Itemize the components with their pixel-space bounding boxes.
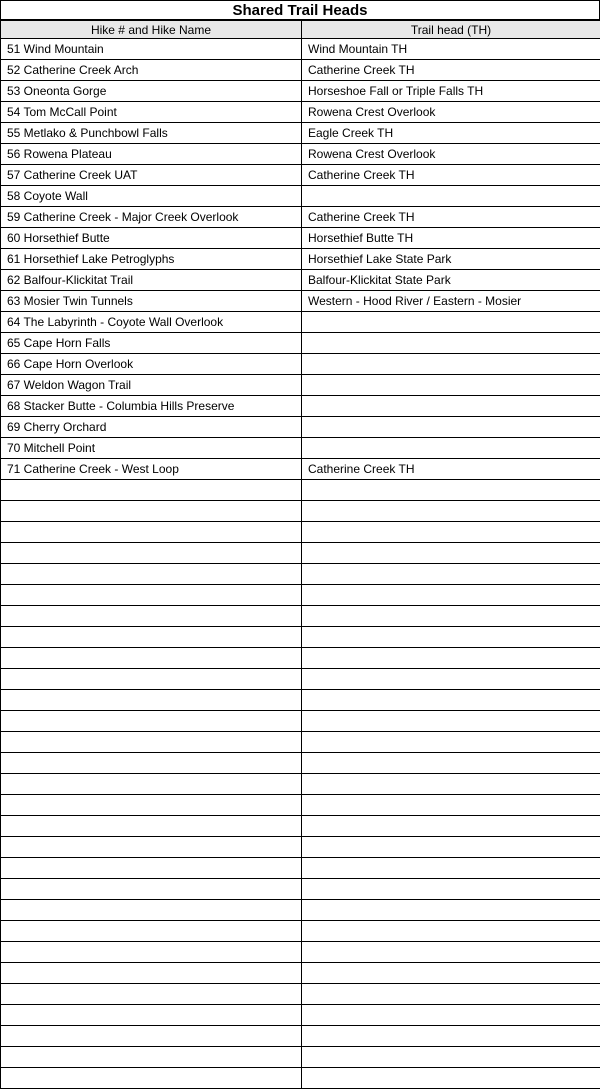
empty-table-row [1, 921, 600, 942]
table-row [1, 417, 600, 438]
empty-table-row [1, 774, 600, 795]
trailhead-cell[interactable]: Horsethief Lake State Park [302, 249, 600, 270]
hike-cell[interactable] [1, 669, 302, 690]
empty-table-row [1, 480, 600, 501]
hike-cell[interactable]: 71 Catherine Creek - West Loop [1, 459, 302, 480]
trailhead-cell[interactable]: Horsethief Butte TH [302, 228, 600, 249]
hike-cell[interactable] [1, 711, 302, 732]
trailhead-cell[interactable] [302, 921, 600, 942]
empty-table-row [1, 963, 600, 984]
hike-cell[interactable]: 67 Weldon Wagon Trail [1, 375, 302, 396]
hike-cell[interactable]: 51 Wind Mountain [1, 39, 302, 60]
table-row [1, 144, 600, 165]
table-row [1, 186, 600, 207]
empty-table-row [1, 837, 600, 858]
hike-cell[interactable] [1, 1068, 302, 1089]
hike-cell[interactable] [1, 942, 302, 963]
table-body [1, 39, 600, 1089]
empty-table-row [1, 942, 600, 963]
trailhead-cell[interactable] [302, 312, 600, 333]
trailhead-cell[interactable] [302, 375, 600, 396]
empty-table-row [1, 711, 600, 732]
trailhead-cell[interactable] [302, 585, 600, 606]
hike-cell[interactable]: 64 The Labyrinth - Coyote Wall Overlook [1, 312, 302, 333]
trailhead-cell[interactable]: Eagle Creek TH [302, 123, 600, 144]
trailhead-cell[interactable] [302, 396, 600, 417]
trailhead-cell[interactable] [302, 732, 600, 753]
table-row [1, 207, 600, 228]
hike-cell[interactable]: 54 Tom McCall Point [1, 102, 302, 123]
empty-table-row [1, 900, 600, 921]
hike-cell[interactable]: 65 Cape Horn Falls [1, 333, 302, 354]
empty-table-row [1, 627, 600, 648]
table-row [1, 102, 600, 123]
trailhead-cell[interactable] [302, 501, 600, 522]
trailhead-cell[interactable] [302, 1068, 600, 1089]
hike-cell[interactable] [1, 480, 302, 501]
empty-table-row [1, 816, 600, 837]
hike-cell[interactable]: 52 Catherine Creek Arch [1, 60, 302, 81]
trailhead-cell[interactable] [302, 690, 600, 711]
trailhead-cell[interactable] [302, 795, 600, 816]
empty-table-row [1, 1068, 600, 1089]
trailhead-cell[interactable] [302, 648, 600, 669]
empty-table-row [1, 858, 600, 879]
empty-table-row [1, 795, 600, 816]
hike-cell[interactable] [1, 963, 302, 984]
hike-cell[interactable] [1, 648, 302, 669]
table-row [1, 354, 600, 375]
table-row [1, 81, 600, 102]
hike-cell[interactable] [1, 816, 302, 837]
trailhead-cell[interactable] [302, 606, 600, 627]
trailhead-cell[interactable] [302, 1026, 600, 1047]
hike-cell[interactable]: 57 Catherine Creek UAT [1, 165, 302, 186]
table-row [1, 375, 600, 396]
hike-cell[interactable] [1, 753, 302, 774]
trailhead-cell[interactable] [302, 522, 600, 543]
hike-cell[interactable]: 61 Horsethief Lake Petroglyphs [1, 249, 302, 270]
trailhead-cell[interactable]: Rowena Crest Overlook [302, 144, 600, 165]
trailhead-cell[interactable] [302, 333, 600, 354]
hike-cell[interactable] [1, 690, 302, 711]
trailhead-cell[interactable] [302, 417, 600, 438]
empty-table-row [1, 1026, 600, 1047]
table-row [1, 60, 600, 81]
trailhead-cell[interactable]: Wind Mountain TH [302, 39, 600, 60]
trailhead-cell[interactable] [302, 837, 600, 858]
hike-cell[interactable]: 70 Mitchell Point [1, 438, 302, 459]
hike-cell[interactable] [1, 858, 302, 879]
empty-table-row [1, 1047, 600, 1068]
table-row [1, 270, 600, 291]
trailhead-cell[interactable] [302, 900, 600, 921]
trailhead-cell[interactable] [302, 774, 600, 795]
table-row [1, 459, 600, 480]
table-row [1, 333, 600, 354]
hike-cell[interactable] [1, 1026, 302, 1047]
trailhead-cell[interactable] [302, 627, 600, 648]
empty-table-row [1, 669, 600, 690]
trailhead-cell[interactable] [302, 186, 600, 207]
hike-cell[interactable]: 58 Coyote Wall [1, 186, 302, 207]
hike-cell[interactable]: 63 Mosier Twin Tunnels [1, 291, 302, 312]
table-row [1, 438, 600, 459]
hike-cell[interactable] [1, 606, 302, 627]
hike-cell[interactable] [1, 585, 302, 606]
hike-cell[interactable] [1, 1047, 302, 1068]
trailhead-cell[interactable] [302, 669, 600, 690]
trailhead-cell[interactable] [302, 858, 600, 879]
empty-table-row [1, 753, 600, 774]
table-row [1, 165, 600, 186]
trailhead-cell[interactable] [302, 564, 600, 585]
hike-cell[interactable]: 68 Stacker Butte - Columbia Hills Preserve [1, 396, 302, 417]
trailhead-cell[interactable]: Catherine Creek TH [302, 165, 600, 186]
trailhead-cell[interactable] [302, 480, 600, 501]
hike-cell[interactable] [1, 879, 302, 900]
hike-cell[interactable] [1, 837, 302, 858]
trailhead-cell[interactable]: Catherine Creek TH [302, 60, 600, 81]
trail-heads-table [0, 20, 600, 1089]
empty-table-row [1, 984, 600, 1005]
empty-table-row [1, 585, 600, 606]
table-header-row [1, 21, 600, 39]
table-row [1, 396, 600, 417]
empty-table-row [1, 606, 600, 627]
trailhead-cell[interactable] [302, 816, 600, 837]
hike-cell[interactable]: 62 Balfour-Klickitat Trail [1, 270, 302, 291]
empty-table-row [1, 690, 600, 711]
table-row [1, 39, 600, 60]
hike-cell[interactable] [1, 543, 302, 564]
hike-cell[interactable]: 60 Horsethief Butte [1, 228, 302, 249]
table-row [1, 291, 600, 312]
trailhead-cell[interactable] [302, 942, 600, 963]
trailhead-cell[interactable] [302, 1047, 600, 1068]
trailhead-cell[interactable] [302, 984, 600, 1005]
table-row [1, 312, 600, 333]
trailhead-cell[interactable] [302, 963, 600, 984]
hike-cell[interactable] [1, 564, 302, 585]
table-row [1, 249, 600, 270]
empty-table-row [1, 879, 600, 900]
hike-cell[interactable] [1, 732, 302, 753]
empty-table-row [1, 732, 600, 753]
table-row [1, 228, 600, 249]
hike-cell[interactable] [1, 921, 302, 942]
trailhead-cell[interactable] [302, 354, 600, 375]
table-row [1, 123, 600, 144]
hike-cell[interactable]: 56 Rowena Plateau [1, 144, 302, 165]
hike-cell[interactable] [1, 522, 302, 543]
trailhead-cell[interactable]: Western - Hood River / Eastern - Mosier [302, 291, 600, 312]
hike-cell[interactable] [1, 501, 302, 522]
column-header-hike: Hike # and Hike Name [1, 21, 302, 39]
trailhead-cell[interactable] [302, 438, 600, 459]
hike-cell[interactable]: 53 Oneonta Gorge [1, 81, 302, 102]
column-header-trailhead: Trail head (TH) [302, 21, 600, 39]
hike-cell[interactable] [1, 795, 302, 816]
hike-cell[interactable] [1, 774, 302, 795]
empty-table-row [1, 501, 600, 522]
empty-table-row [1, 1005, 600, 1026]
trailhead-cell[interactable]: Balfour-Klickitat State Park [302, 270, 600, 291]
hike-cell[interactable]: 69 Cherry Orchard [1, 417, 302, 438]
hike-cell[interactable] [1, 984, 302, 1005]
trailhead-cell[interactable] [302, 753, 600, 774]
hike-cell[interactable] [1, 900, 302, 921]
trailhead-cell[interactable]: Catherine Creek TH [302, 207, 600, 228]
trailhead-cell[interactable] [302, 879, 600, 900]
hike-cell[interactable]: 66 Cape Horn Overlook [1, 354, 302, 375]
trailhead-cell[interactable]: Horseshoe Fall or Triple Falls TH [302, 81, 600, 102]
hike-cell[interactable]: 59 Catherine Creek - Major Creek Overlook [1, 207, 302, 228]
empty-table-row [1, 648, 600, 669]
trailhead-cell[interactable]: Rowena Crest Overlook [302, 102, 600, 123]
empty-table-row [1, 564, 600, 585]
trailhead-cell[interactable]: Catherine Creek TH [302, 459, 600, 480]
trailhead-cell[interactable] [302, 543, 600, 564]
trailhead-cell[interactable] [302, 1005, 600, 1026]
hike-cell[interactable] [1, 1005, 302, 1026]
empty-table-row [1, 522, 600, 543]
empty-table-row [1, 543, 600, 564]
hike-cell[interactable]: 55 Metlako & Punchbowl Falls [1, 123, 302, 144]
page-title: Shared Trail Heads [0, 0, 600, 20]
trailhead-cell[interactable] [302, 711, 600, 732]
hike-cell[interactable] [1, 627, 302, 648]
